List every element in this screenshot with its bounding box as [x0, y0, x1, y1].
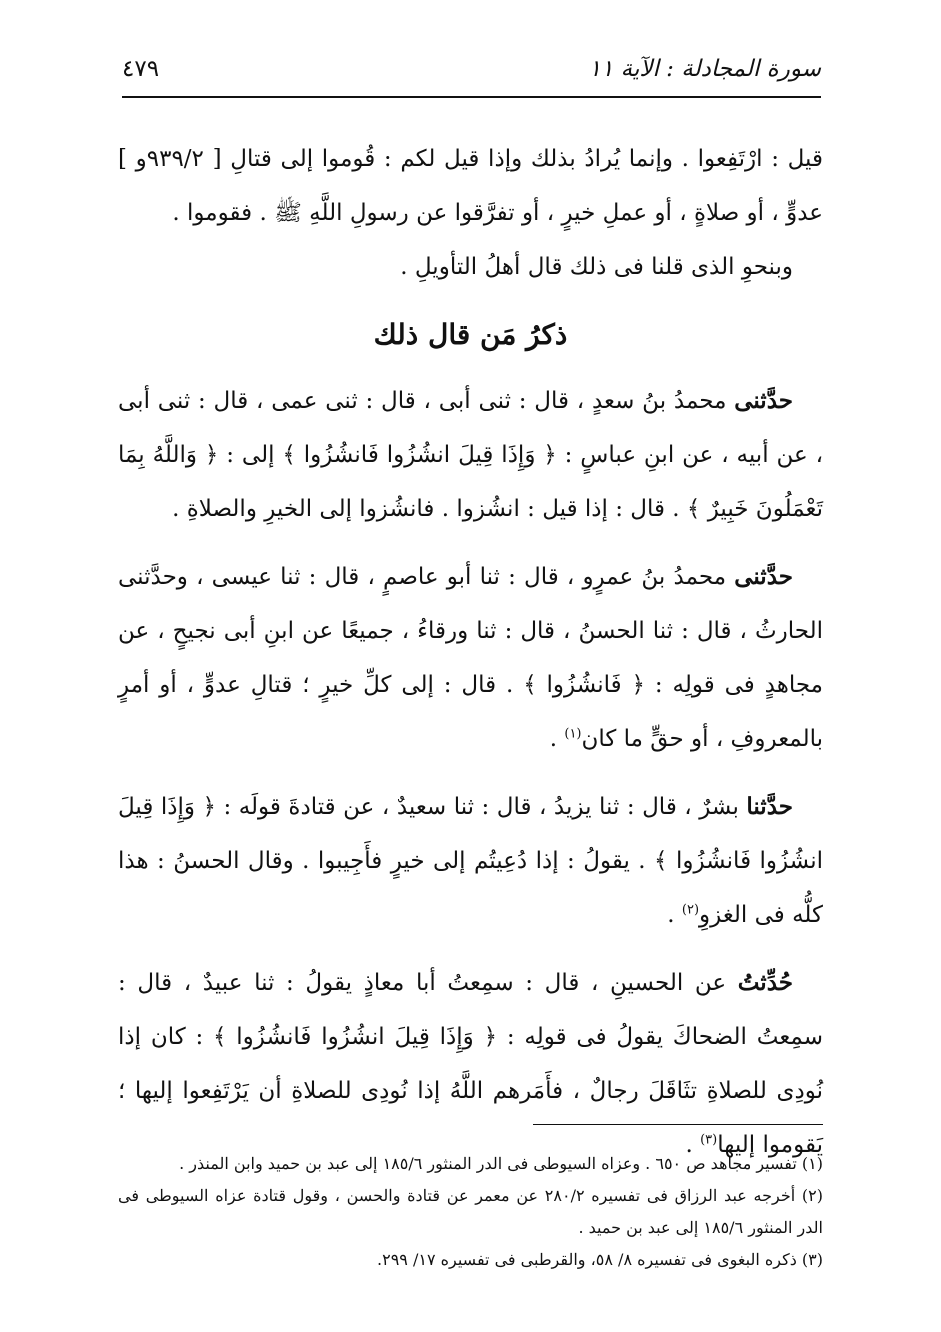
paragraph-6-text: عن الحسينِ ، قال : سمِعتُ أبا معاذٍ يقولُ : ثنا عبيدٌ ، قال : سمِعتُ الضحاكَ يقولُ فى قولِه : ﴿ وَإِذَا قِيلَ انشُزُوا فَانشُزُوا ﴾ : كان إذا نُودِى للصلاةِ تثَاقَلَ رجالٌ ، فأَمَرهم اللَّهُ إذا نُودِى للصلاةِ أن يَرْتَفِعوا إليها ؛ يَقوموا إليها [118, 970, 823, 1158]
paragraph-1: قيل : ارْتَفِعوا . وإنما يُرادُ بذلك وإذا قيل لكم : قُوموا إلى قتالِ [ ٩٣٩/٢و ] عدوٍّ ، أو صلاةٍ ، أو عملِ خيرٍ ، أو تفرَّقوا عن رسولِ اللَّهِ ﷺ . فقوموا . [118, 146, 823, 226]
narration-lead: حُدِّثتُ [737, 969, 793, 996]
paragraph-4 [118, 550, 823, 766]
paragraph-3 [118, 374, 823, 536]
narration-lead: حدَّثنى [734, 387, 793, 414]
page-number: ٤٧٩ [122, 56, 160, 82]
running-header [122, 52, 821, 98]
paragraph-5 [118, 780, 823, 942]
footnotes [118, 1148, 823, 1276]
footnote-ref-1: (١) [564, 726, 582, 742]
footnote-2: (٢) أخرجه عبد الرزاق فى تفسيره ٢٨٠/٢ عن معمر عن قتادة والحسن ، وقول قتادة عزاه السيوطى فى الدر المنثور ١٨٥/٦ إلى عبد بن حميد . [118, 1186, 823, 1237]
paragraph-6-end: . [685, 1132, 701, 1158]
footnote-ref-2: (٢) [681, 902, 700, 918]
paragraph-4-end: . [549, 726, 565, 752]
footnote-divider [533, 1124, 823, 1125]
narration-lead: حدَّثنا [746, 793, 793, 820]
paragraph-3-text: محمدُ بنُ سعدٍ ، قال : ثنى أبى ، قال : ثنى عمى ، قال : ثنى أبى ، عن أبيه ، عن ابنِ عباسٍ : ﴿ وَإِذَا قِيلَ انشُزُوا فَانشُزُوا ﴾ إلى : ﴿ وَاللَّهُ بِمَا تَعْمَلُونَ خَبِيرٌ ﴾ . قال : إذا قيل : انشُزوا . فانشُزوا إلى الخيرِ والصلاةِ . [118, 388, 823, 522]
paragraph-5-end: . [667, 902, 682, 928]
paragraph-6 [118, 956, 823, 1172]
footnote-1: (١) تفسير مجاهد ص ٦٥٠ . وعزاه السيوطى فى الدر المنثور ١٨٥/٦ إلى عبد بن حميد وابن المنذر . [179, 1154, 823, 1173]
main-text [118, 132, 823, 1172]
narration-lead: حدَّثنى [734, 563, 793, 590]
section-heading: ذكرُ مَن قال ذلك [373, 318, 568, 351]
paragraph-4-text: محمدُ بنُ عمرٍو ، قال : ثنا أبو عاصمٍ ، قال : ثنا عيسى ، وحدَّثنى الحارثُ ، قال : ثنا الحسنُ ، قال : ثنا ورقاءُ ، جميعًا عن ابنِ أبى نجيحٍ ، عن مجاهدٍ فى قولِه : ﴿ فَانشُزُوا ﴾ . قال : إلى كلِّ خيرٍ ؛ قتالِ عدوٍّ ، أو أمرٍ بالمعروفِ ، أو حقٍّ ما كان [118, 564, 823, 752]
paragraph-2: وبنحوِ الذى قلنا فى ذلك قال أهلُ التأويلِ . [400, 254, 793, 280]
paragraph-5-text: بشرٌ ، قال : ثنا يزيدُ ، قال : ثنا سعيدٌ ، عن قتادةَ قولَه : ﴿ وَإِذَا قِيلَ انشُزُوا فَانشُزُوا ﴾ . يقولُ : إذا دُعِيتُم إلى خيرٍ فأَجِيبوا . وقال الحسنُ : هذا كلُّه فى الغزوِ [118, 794, 823, 928]
header-title: سورة المجادلة : الآية ١١ [588, 56, 821, 82]
footnote-3: (٣) ذكره البغوى فى تفسيره ٨/ ٥٨، والقرطبى فى تفسيره ١٧/ ٢٩٩. [377, 1250, 823, 1269]
footnote-ref-3: (٣) [700, 1132, 718, 1148]
